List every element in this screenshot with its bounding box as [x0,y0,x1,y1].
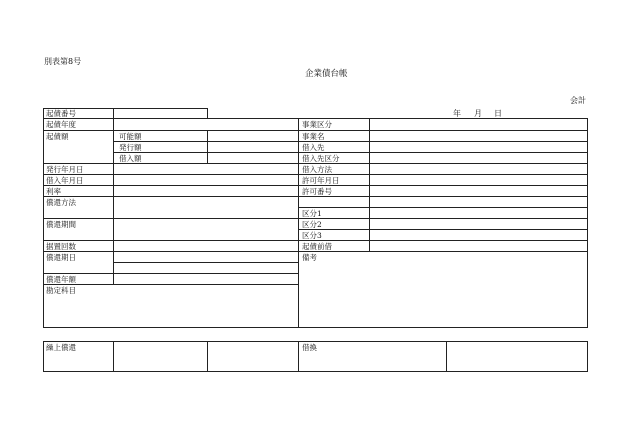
redemption-method-label: 償還方法 [46,198,76,207]
early-redemption-field-1[interactable] [114,342,207,371]
issue-date-label: 発行年月日 [46,165,84,174]
refinancing-field-2[interactable] [447,342,587,371]
date-year-label: 年 [453,109,461,118]
early-redemption-label: 繰上償還 [46,343,76,352]
form-number: 別表第8号 [44,57,82,66]
redemption-period-field[interactable] [114,219,298,240]
category1-label: 区分1 [302,209,322,218]
bond-year-label: 起債年度 [46,120,76,129]
deferment-count-label: 据置回数 [46,242,76,251]
interest-rate-label: 利率 [46,187,61,196]
category1-field[interactable] [370,208,587,218]
issued-amount-label: 発行額 [119,143,142,152]
category3-field[interactable] [370,230,587,240]
page-title: 企業債台帳 [305,69,348,79]
lender-method-field[interactable] [370,164,587,174]
business-name-field[interactable] [370,131,587,141]
account-item-label: 勘定科目 [46,286,76,295]
issued-amount-field[interactable] [208,142,298,152]
annual-redemption-field[interactable] [114,274,298,284]
category3-label: 区分3 [302,231,322,240]
date-month-label: 月 [474,109,482,118]
redemption-date-label: 償還期日 [46,253,76,262]
redemption-method-field[interactable] [114,197,298,218]
deferment-count-field[interactable] [114,241,298,251]
issue-date-field[interactable] [114,164,298,174]
bond-year-field[interactable] [114,119,298,130]
date-day-label: 日 [494,109,502,118]
permit-date-field[interactable] [370,175,587,185]
permit-number-label: 許可番号 [302,187,332,196]
redemption-date-field[interactable] [114,252,298,273]
accounting-label: 会計 [570,96,586,105]
pre-issue-borrowing-field[interactable] [370,241,587,251]
refinancing-field-1[interactable] [299,352,446,371]
redemption-period-label: 償還期間 [46,220,76,229]
early-redemption-field-2[interactable] [208,342,298,371]
borrowed-amount-field[interactable] [208,153,298,163]
pre-issue-borrowing-label: 起債前借 [302,242,332,251]
category2-label: 区分2 [302,220,322,229]
borrowed-amount-label: 借入額 [119,154,142,163]
interest-rate-field[interactable] [114,186,298,196]
bond-number-field[interactable] [114,109,207,118]
category2-field[interactable] [370,219,587,229]
business-name-label: 事業名 [302,132,325,141]
approved-amount-field[interactable] [208,131,298,141]
bond-amount-label: 起債額 [46,132,69,141]
account-item-field[interactable] [44,296,298,327]
permit-number-field[interactable] [370,186,587,196]
remarks-field[interactable] [299,263,587,327]
remarks-label: 備考 [302,253,317,262]
lender-category-label: 借入先区分 [302,154,340,163]
lender-label: 借入先 [302,143,325,152]
borrow-date-label: 借入年月日 [46,176,84,185]
business-category-label: 事業区分 [302,120,332,129]
bond-number-label: 起債番号 [46,109,76,118]
lender-method-label: 借入方法 [302,165,332,174]
business-category-field[interactable] [370,119,587,130]
approved-amount-label: 可能額 [119,132,142,141]
borrow-date-field[interactable] [114,175,298,185]
permit-date-label: 許可年月日 [302,176,340,185]
lender-category-field[interactable] [370,153,587,163]
refinancing-label: 借換 [302,343,317,352]
annual-redemption-label: 償還年額 [46,275,76,284]
lender-field[interactable] [370,142,587,152]
